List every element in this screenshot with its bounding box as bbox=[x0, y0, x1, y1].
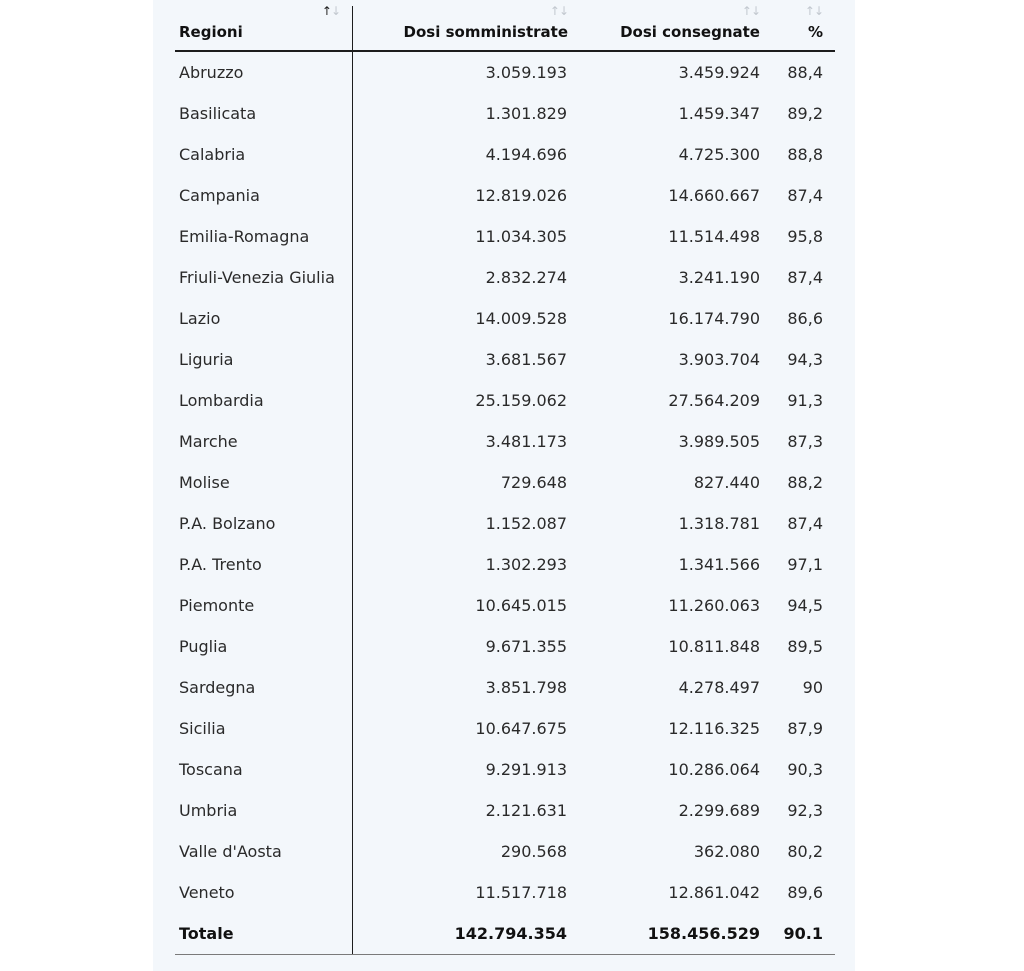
dosi-consegnate-value: 3.903.704 bbox=[678, 350, 760, 369]
table-row bbox=[175, 667, 835, 708]
table-row bbox=[175, 134, 835, 175]
dosi-consegnate-value: 10.811.848 bbox=[668, 637, 760, 656]
total-percentuale: 90.1 bbox=[783, 924, 823, 943]
region-name: Abruzzo bbox=[179, 63, 244, 82]
table-row bbox=[175, 93, 835, 134]
dosi-consegnate-value: 11.260.063 bbox=[668, 596, 760, 615]
percentuale-value: 94,5 bbox=[787, 596, 823, 615]
header-consegnate-label: Dosi consegnate bbox=[620, 23, 760, 41]
sort-arrows-icon[interactable] bbox=[805, 4, 823, 18]
dosi-somministrate-value: 729.648 bbox=[500, 473, 567, 492]
table-row bbox=[175, 708, 835, 749]
percentuale-value: 90,3 bbox=[787, 760, 823, 779]
dosi-consegnate-value: 12.116.325 bbox=[668, 719, 760, 738]
percentuale-value: 80,2 bbox=[787, 842, 823, 861]
table-row bbox=[175, 380, 835, 421]
dosi-consegnate-value: 362.080 bbox=[693, 842, 760, 861]
dosi-somministrate-value: 10.647.675 bbox=[475, 719, 567, 738]
sort-up-icon: ↑ bbox=[741, 4, 751, 18]
dosi-consegnate-value: 4.725.300 bbox=[678, 145, 760, 164]
percentuale-value: 92,3 bbox=[787, 801, 823, 820]
dosi-somministrate-value: 3.681.567 bbox=[485, 350, 567, 369]
dosi-somministrate-value: 11.517.718 bbox=[475, 883, 567, 902]
sort-down-icon: ↓ bbox=[813, 4, 823, 18]
percentuale-value: 87,3 bbox=[787, 432, 823, 451]
table-row bbox=[175, 257, 835, 298]
region-name: Calabria bbox=[179, 145, 246, 164]
dosi-consegnate-value: 1.318.781 bbox=[678, 514, 760, 533]
percentuale-value: 87,4 bbox=[787, 514, 823, 533]
percentuale-value: 89,5 bbox=[787, 637, 823, 656]
percentuale-value: 88,4 bbox=[787, 63, 823, 82]
header-consegnate[interactable] bbox=[568, 0, 760, 50]
header-regioni[interactable] bbox=[175, 0, 352, 50]
region-name: Basilicata bbox=[179, 104, 257, 123]
dosi-consegnate-value: 2.299.689 bbox=[678, 801, 760, 820]
sort-down-icon: ↓ bbox=[330, 4, 340, 18]
table-bottom-border bbox=[175, 954, 835, 955]
dosi-somministrate-value: 11.034.305 bbox=[475, 227, 567, 246]
dosi-somministrate-value: 3.481.173 bbox=[485, 432, 567, 451]
region-name: Veneto bbox=[179, 883, 235, 902]
percentuale-value: 97,1 bbox=[787, 555, 823, 574]
dosi-somministrate-value: 1.302.293 bbox=[485, 555, 567, 574]
percentuale-value: 87,9 bbox=[787, 719, 823, 738]
sort-down-icon: ↓ bbox=[750, 4, 760, 18]
table-row bbox=[175, 339, 835, 380]
header-percentuale-label: % bbox=[807, 23, 823, 41]
table-row bbox=[175, 872, 835, 913]
dosi-somministrate-value: 9.291.913 bbox=[485, 760, 567, 779]
table-row bbox=[175, 298, 835, 339]
percentuale-value: 89,2 bbox=[787, 104, 823, 123]
table-row bbox=[175, 585, 835, 626]
region-name: Campania bbox=[179, 186, 260, 205]
sort-up-icon: ↑ bbox=[804, 4, 814, 18]
percentuale-value: 88,8 bbox=[787, 145, 823, 164]
dosi-somministrate-value: 1.152.087 bbox=[485, 514, 567, 533]
table-header bbox=[175, 0, 835, 52]
dosi-somministrate-value: 3.059.193 bbox=[485, 63, 567, 82]
region-name: P.A. Trento bbox=[179, 555, 262, 574]
total-consegnate: 158.456.529 bbox=[647, 924, 760, 943]
dosi-consegnate-value: 1.459.347 bbox=[678, 104, 760, 123]
table-row bbox=[175, 462, 835, 503]
dosi-somministrate-value: 25.159.062 bbox=[475, 391, 567, 410]
dosi-consegnate-value: 1.341.566 bbox=[678, 555, 760, 574]
sort-arrows-icon[interactable] bbox=[742, 4, 760, 18]
percentuale-value: 88,2 bbox=[787, 473, 823, 492]
table-row bbox=[175, 52, 835, 93]
region-name: Sardegna bbox=[179, 678, 256, 697]
sort-down-icon: ↓ bbox=[558, 4, 568, 18]
region-name: Valle d'Aosta bbox=[179, 842, 282, 861]
dosi-consegnate-value: 3.459.924 bbox=[678, 63, 760, 82]
table-row bbox=[175, 790, 835, 831]
percentuale-value: 91,3 bbox=[787, 391, 823, 410]
region-name: Umbria bbox=[179, 801, 238, 820]
region-name: Lombardia bbox=[179, 391, 264, 410]
total-row bbox=[175, 913, 835, 954]
region-name: Molise bbox=[179, 473, 230, 492]
dosi-consegnate-value: 12.861.042 bbox=[668, 883, 760, 902]
sort-up-icon: ↑ bbox=[549, 4, 559, 18]
table-row bbox=[175, 749, 835, 790]
region-name: Friuli-Venezia Giulia bbox=[179, 268, 335, 287]
header-percentuale[interactable] bbox=[760, 0, 823, 50]
table-row bbox=[175, 544, 835, 585]
dosi-somministrate-value: 10.645.015 bbox=[475, 596, 567, 615]
percentuale-value: 90 bbox=[802, 678, 823, 697]
dosi-somministrate-value: 2.121.631 bbox=[485, 801, 567, 820]
dosi-consegnate-value: 27.564.209 bbox=[668, 391, 760, 410]
dosi-consegnate-value: 3.241.190 bbox=[678, 268, 760, 287]
table-row bbox=[175, 421, 835, 462]
table-row bbox=[175, 503, 835, 544]
table-row bbox=[175, 831, 835, 872]
vaccine-doses-table bbox=[175, 0, 835, 955]
region-name: Toscana bbox=[179, 760, 243, 779]
dosi-consegnate-value: 10.286.064 bbox=[668, 760, 760, 779]
header-regioni-label: Regioni bbox=[179, 23, 243, 41]
dosi-somministrate-value: 9.671.355 bbox=[485, 637, 567, 656]
dosi-consegnate-value: 3.989.505 bbox=[678, 432, 760, 451]
percentuale-value: 86,6 bbox=[787, 309, 823, 328]
sort-arrows-icon[interactable] bbox=[550, 4, 568, 18]
dosi-consegnate-value: 14.660.667 bbox=[668, 186, 760, 205]
total-label: Totale bbox=[179, 924, 234, 943]
region-name: Sicilia bbox=[179, 719, 226, 738]
region-name: Marche bbox=[179, 432, 238, 451]
header-somministrate[interactable] bbox=[353, 0, 568, 50]
dosi-consegnate-value: 827.440 bbox=[693, 473, 760, 492]
total-somministrate: 142.794.354 bbox=[454, 924, 567, 943]
dosi-consegnate-value: 11.514.498 bbox=[668, 227, 760, 246]
percentuale-value: 95,8 bbox=[787, 227, 823, 246]
region-name: Piemonte bbox=[179, 596, 255, 615]
sort-arrows-icon[interactable] bbox=[322, 4, 340, 18]
table-row bbox=[175, 626, 835, 667]
region-name: Puglia bbox=[179, 637, 228, 656]
region-name: Emilia-Romagna bbox=[179, 227, 310, 246]
dosi-consegnate-value: 16.174.790 bbox=[668, 309, 760, 328]
dosi-somministrate-value: 290.568 bbox=[500, 842, 567, 861]
dosi-consegnate-value: 4.278.497 bbox=[678, 678, 760, 697]
table-row bbox=[175, 175, 835, 216]
percentuale-value: 87,4 bbox=[787, 186, 823, 205]
region-name: P.A. Bolzano bbox=[179, 514, 276, 533]
table-body bbox=[175, 52, 835, 913]
percentuale-value: 89,6 bbox=[787, 883, 823, 902]
percentuale-value: 94,3 bbox=[787, 350, 823, 369]
region-name: Lazio bbox=[179, 309, 221, 328]
header-somministrate-label: Dosi somministrate bbox=[403, 23, 568, 41]
dosi-somministrate-value: 2.832.274 bbox=[485, 268, 567, 287]
percentuale-value: 87,4 bbox=[787, 268, 823, 287]
sort-up-icon: ↑ bbox=[321, 4, 331, 18]
dosi-somministrate-value: 3.851.798 bbox=[485, 678, 567, 697]
table-row bbox=[175, 216, 835, 257]
dosi-somministrate-value: 1.301.829 bbox=[485, 104, 567, 123]
dosi-somministrate-value: 12.819.026 bbox=[475, 186, 567, 205]
region-name: Liguria bbox=[179, 350, 234, 369]
dosi-somministrate-value: 14.009.528 bbox=[475, 309, 567, 328]
dosi-somministrate-value: 4.194.696 bbox=[485, 145, 567, 164]
